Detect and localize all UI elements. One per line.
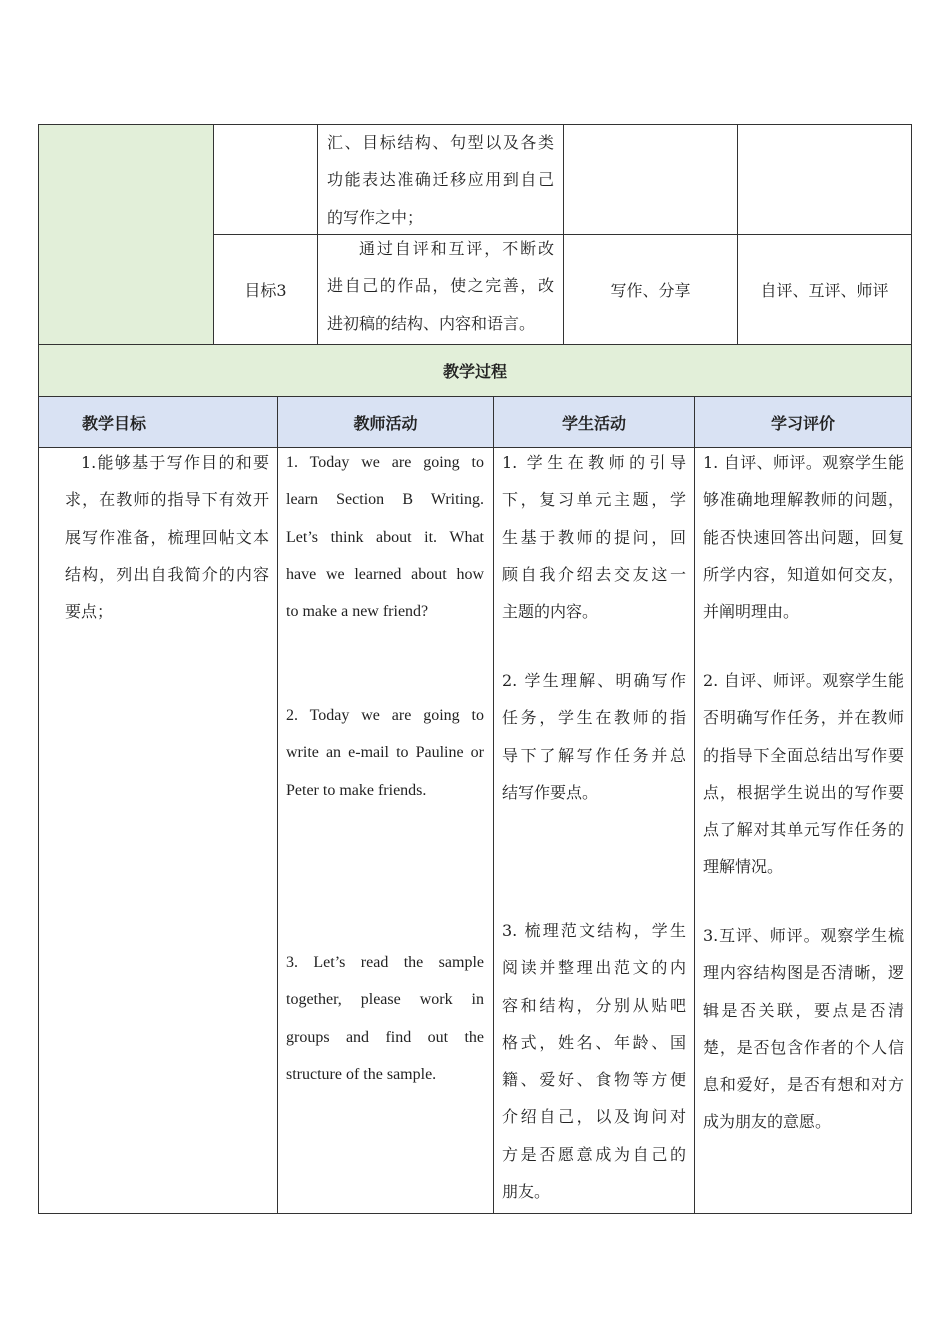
evaluation-cell-empty (737, 124, 912, 235)
header-goal-label: 教学目标 (82, 413, 147, 433)
text-line: 2. 自评、师评。观察学生能 (703, 671, 904, 690)
text-line: 楚，是否包含作者的个人信 (703, 1037, 904, 1057)
text-line: to make a new friend? (286, 603, 429, 621)
text-line: 功能表达准确迁移应用到自己 (327, 170, 554, 190)
student-activity-2 (502, 662, 686, 811)
teacher-activity-3 (286, 944, 484, 1093)
text-line: 的指导下全面总结出写作要 (703, 745, 904, 765)
body-evaluation-cell (694, 447, 912, 1214)
goal-label-cell-empty (213, 124, 318, 235)
teacher-activity-1 (286, 444, 484, 630)
text-line: 生基于教师的提问，回 (502, 527, 686, 547)
text-line: 通过自评和互评，不断改 (359, 239, 554, 258)
text-line: 方是否愿意成为自己的 (502, 1144, 686, 1164)
goal3-content-text (327, 230, 554, 342)
text-line: 3.互评、师评。观察学生梳 (703, 926, 904, 945)
goal-content-text (327, 124, 554, 236)
text-line: 籍、爱好、食物等方便 (502, 1070, 686, 1090)
evaluation-3 (703, 917, 904, 1141)
student-activity-1 (502, 444, 686, 630)
text-line: 的写作之中； (327, 207, 424, 227)
header-evaluation (694, 396, 912, 448)
goal-content-cell (317, 124, 564, 235)
text-line: 1. 学生在教师的引导 (502, 453, 686, 472)
text-line: 展写作准备，梳理回帖文本 (65, 527, 269, 547)
text-line: 息和爱好，是否有想和对方 (703, 1075, 904, 1095)
text-line: 主题的内容。 (502, 602, 599, 622)
header-teacher (277, 396, 494, 448)
process-title-bar (38, 344, 912, 397)
header-student (493, 396, 695, 448)
process-title: 教学过程 (442, 362, 507, 381)
text-line: 理内容结构图是否清晰，逻 (703, 963, 904, 983)
activity-cell (563, 234, 738, 345)
text-line: 所学内容，知道如何交友， (703, 564, 904, 584)
text-line: 1. 自评、师评。观察学生能 (703, 453, 904, 472)
text-line: 导下了解写作任务并总 (502, 745, 686, 765)
text-line: 进自己的作品，使之完善，改 (327, 276, 554, 296)
header-student-label: 学生活动 (561, 413, 626, 433)
activity-text: 写作、分享 (610, 281, 691, 300)
text-line: 进初稿的结构、内容和语言。 (327, 313, 536, 333)
text-line: 朋友。 (502, 1182, 551, 1202)
header-teacher-label: 教师活动 (353, 413, 418, 433)
text-line: structure of the sample. (286, 1065, 437, 1083)
text-line: 任务，学生在教师的指 (502, 708, 686, 728)
text-line: 顾自我介绍去交友这一 (502, 564, 686, 584)
text-line: 3. 梳理范文结构，学生 (502, 921, 686, 940)
header-goal (38, 396, 278, 448)
text-line: 1.能够基于写作目的和要 (81, 453, 269, 472)
text-line: 格式，姓名、年龄、国 (502, 1032, 686, 1052)
text-line: 求，在教师的指导下有效开 (65, 490, 269, 510)
text-line: 下，复习单元主题，学 (502, 490, 686, 510)
text-line: 结构，列出自我简介的内容 (65, 564, 269, 584)
text-line: 成为朋友的意愿。 (703, 1112, 832, 1132)
body-teacher-cell (277, 447, 494, 1214)
text-line: 否明确写作任务，并在教师 (703, 708, 904, 728)
text-line: 能否快速回答出问题，回复 (703, 527, 904, 547)
text-line: together, please work in (286, 991, 484, 1009)
text-line: 结写作要点。 (502, 782, 599, 802)
text-line: 阅读并整理出范文的内 (502, 958, 686, 978)
text-line: 2. 学生理解、明确写作 (502, 671, 686, 690)
text-line: 点，根据学生说出的写作要 (703, 782, 904, 802)
body-goal-cell (38, 447, 278, 1214)
evaluation-cell (737, 234, 912, 345)
text-line: 辑是否关联，要点是否清 (703, 1000, 904, 1020)
text-line: 1. Today we are going to (286, 454, 484, 471)
goal3-content-cell (317, 234, 564, 345)
text-line: have we learned about how (286, 565, 484, 583)
text-line: groups and find out the (286, 1028, 484, 1046)
section-label-cell (38, 124, 214, 345)
student-activity-3 (502, 912, 686, 1210)
activity-cell-empty (563, 124, 738, 235)
text-line: 够准确地理解教师的问题， (703, 490, 904, 510)
evaluation-text: 自评、互评、师评 (760, 281, 889, 300)
teacher-activity-2 (286, 697, 484, 809)
text-line: learn Section B Writing. (286, 491, 484, 509)
goal-text (65, 444, 269, 630)
text-line: Let’s think about it. What (286, 528, 484, 546)
text-line: 容和结构，分别从贴吧 (502, 995, 686, 1015)
header-evaluation-label: 学习评价 (770, 413, 835, 433)
text-line: 2. Today we are going to (286, 707, 484, 724)
text-line: 汇、目标结构、句型以及各类 (327, 133, 554, 152)
body-student-cell (493, 447, 695, 1214)
evaluation-1 (703, 444, 904, 630)
text-line: 理解情况。 (703, 857, 784, 877)
text-line: 并阐明理由。 (703, 602, 800, 622)
goal-label-cell (213, 234, 318, 345)
text-line: 要点； (65, 602, 114, 622)
goal-label: 目标3 (244, 281, 287, 300)
text-line: write an e-mail to Pauline or (286, 744, 484, 762)
text-line: 3. Let’s read the sample (286, 954, 484, 971)
text-line: 点了解对其单元写作任务的 (703, 820, 904, 840)
text-line: Peter to make friends. (286, 781, 427, 799)
text-line: 介绍自己，以及询问对 (502, 1107, 686, 1127)
evaluation-2 (703, 662, 904, 886)
